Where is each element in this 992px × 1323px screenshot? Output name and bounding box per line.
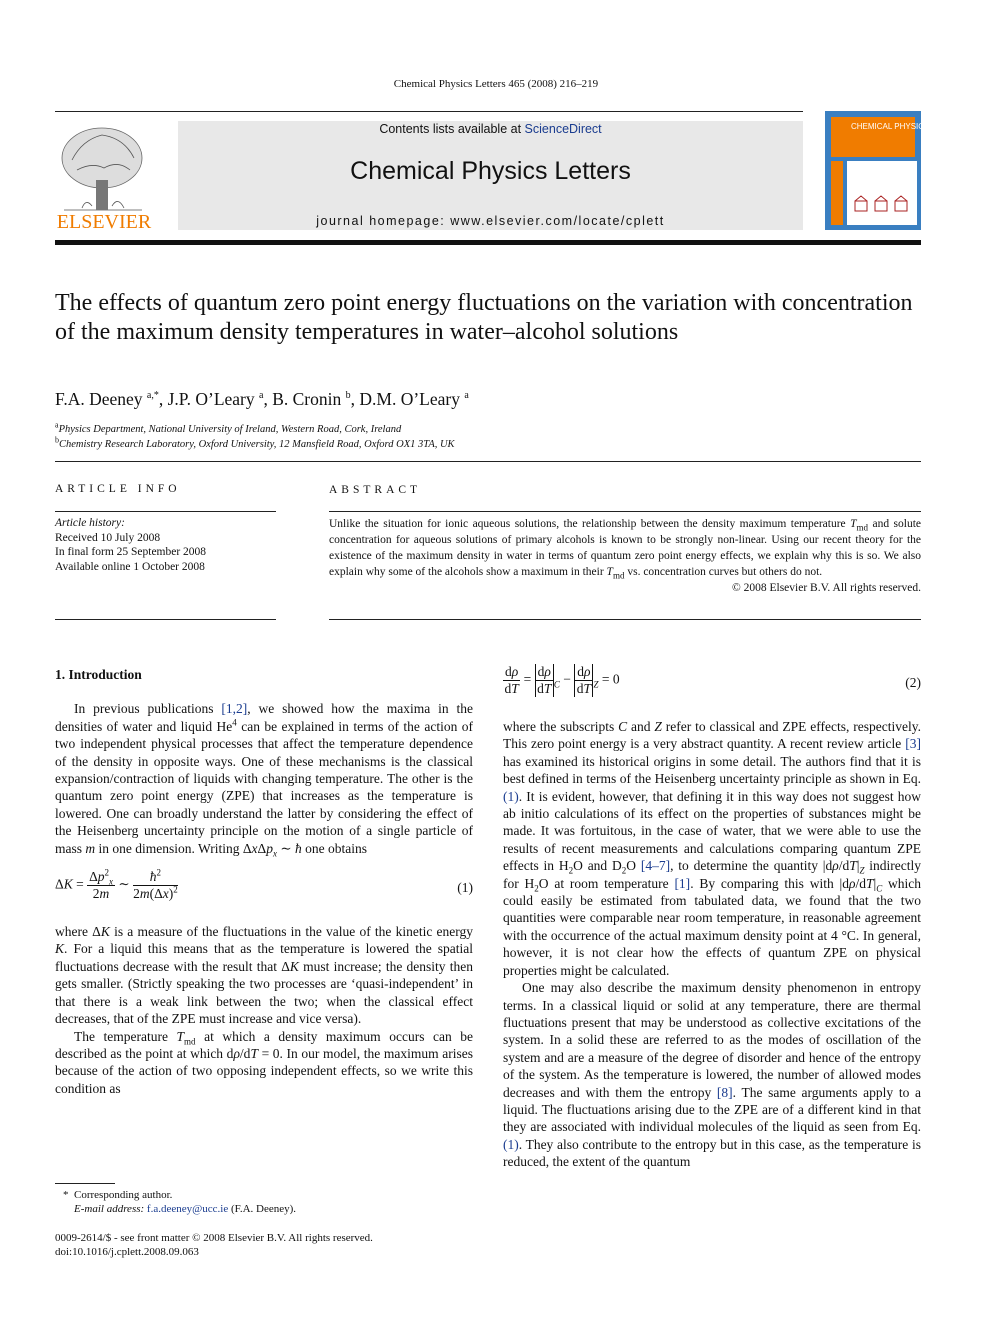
equation-number: (2) (905, 675, 921, 690)
section-heading: 1. Introduction (55, 667, 142, 682)
equation-link[interactable]: (1) (503, 1136, 519, 1152)
equation-2: $\frac{d\rho}{dT}$ = $\frac{d\rho}{dT}$ $_C$ − $\frac{d\rho}{dT}$ $_Z$ = 0 (2) (504, 664, 921, 696)
body-right-column (503, 660, 921, 1171)
body-paragraph: where ΔK is a measure of the fluctuations in the value of the kinetic energy K. For a liquid this means that as the temperature is lowered the spatial fluctuations decrease with the result that ΔK must increase; the density then gets smaller. (Strictly speaking the two processes are ‘quasi-independent’ in that there is a weak link between the two; when the classical effect decreases, that of the ZPE must increase and vice versa). (55, 924, 473, 1027)
abstract-text: Unlike the situation for ionic aqueous solutions, the relationship between the density maximum temperature $T_{md}$ and solute concentration for aqueous solutions of primary alcohols is known to be strongly non-linear. Using our recent theory for the existence of the maximum density in water in terms of quantum zero point energy effects, we explain why this is so. We also explain why some of the alcohols show a maximum in their $T_{md}$ vs. concentration curves but others do not. (329, 518, 921, 581)
abstract-rule (329, 511, 921, 512)
body-paragraph: The temperature $T_{md}$ at which a density maximum occurs can be described as the point at which dρ/dT = 0. In our model, the maximum arises because of the action of two opposing independent effects, so we write this condition as (55, 1028, 473, 1096)
section-rule (55, 461, 921, 462)
corresponding-author-text: Corresponding author. (74, 1189, 173, 1201)
history-label: Article history: (55, 517, 125, 529)
header-rule (55, 111, 803, 112)
article-history (55, 516, 276, 574)
abstract-body (329, 516, 921, 596)
contents-prefix: Contents lists available at (379, 122, 522, 136)
body-paragraph: In previous publications [1,2], we showed how the maxima in the densities of water and liquid He$^4$ can be explained in terms of the action of two independent physical processes that affect the temperature dependence of the density in opposite ways. One of these mechanisms is the classical expansion/contraction of liquids with changing temperature. The other is the quantum zero point energy (ZPE) that increases as the temperature is lowered. One can broadly understand the latter by considering the effect of the Heisenberg uncertainty principle on the motion of a single particle of mass m in one dimension. Writing ΔxΔp$_x$ ∼ ħ one obtains (55, 701, 473, 859)
affiliation-key: a (55, 420, 59, 430)
email-link[interactable]: f.a.deeney@ucc.ie (146, 1203, 229, 1215)
author-name[interactable]: D.M. O’Leary (359, 389, 460, 409)
elsevier-wordmark: ELSEVIER (56, 211, 152, 233)
equation-1: ΔK = $\frac{\Delta p^2_x}{2m}$ ∼ $\frac{ħ^2}{2m(\Delta x)^2}$ (1) (55, 867, 473, 902)
affiliation-text: Chemistry Research Laboratory, Oxford University, 12 Mansfield Road, Oxford OX1 3TA, UK (59, 439, 455, 450)
copyright-notice: © 2008 Elsevier B.V. All rights reserved. (732, 582, 921, 594)
journal-homepage[interactable]: journal homepage: www.elsevier.com/locate/cplett (316, 214, 665, 228)
affiliation-item (55, 422, 915, 437)
revised-date: In final form 25 September 2008 (55, 546, 207, 558)
article-info-label: ARTICLE INFO (55, 483, 181, 495)
email-note (55, 1202, 475, 1216)
journal-cover[interactable] (825, 111, 968, 230)
elsevier-logo[interactable] (52, 120, 156, 232)
corresponding-author-note: * Corresponding author. (63, 1189, 173, 1201)
online-date: Available online 1 October 2008 (55, 560, 205, 573)
affiliation-text: Physics Department, National University of Ireland, Western Road, Cork, Ireland (58, 424, 402, 435)
citation-link[interactable]: [8] (716, 1084, 733, 1100)
footnotes (55, 1188, 475, 1216)
citation-link[interactable]: [1,2] (221, 701, 248, 717)
elsevier-tree-icon (52, 120, 156, 232)
author-name[interactable]: F.A. Deeney (55, 389, 143, 409)
doi-line[interactable]: doi:10.1016/j.cplett.2008.09.063 (55, 1246, 199, 1258)
running-head: Chemical Physics Letters 465 (2008) 216–219 (393, 78, 599, 90)
footnote-rule (55, 1183, 115, 1184)
citation-link[interactable]: [4–7] (640, 858, 671, 874)
sciencedirect-link[interactable]: ScienceDirect (524, 122, 602, 136)
abstract-rule (329, 619, 921, 620)
article-title: The effects of quantum zero point energy fluctuations on the variation with concentration of the maximum density temperatures in water–alcohol solutions (55, 290, 913, 345)
body-paragraph: One may also describe the maximum density phenomenon in entropy terms. In a classical liquid or solid at any temperature, there are thermal fluctuations present that may be understood as collective excitations of the system. In a solid these are referred to as the modes of oscillation of the system and are a measure of the degree of disorder and hence of the entropy of the system. As the temperature is lowered, the number of allowed modes decreases and with them the entropy [8]. The same arguments apply to a liquid. The fluctuations arising due to the ZPE are of a different kind in that they are associated with individual molecules of the liquid as seen from Eq. (1). They also contribute to the entropy but in this case, as the temperature is reduced, the extent of the quantum (503, 980, 921, 1170)
body-paragraph: where the subscripts C and Z refer to classical and ZPE effects, respectively. This zero point energy is a very abstract quantity. A recent review article [3] has examined its historical origins in some detail. The authors find that it is best defined in terms of the Heisenberg uncertainty principle as shown in Eq. (1). It is evident, however, that defining it in this way does not suggest how ab initio calculations of its effect on the properties of substances might be made. It was fortuitous, in the case of water, that we were able to use the results of recent measurements and calculations comparing quantum ZPE effects in $H_2O$ and $D_2O$ [4–7], to determine the quantity $|d\rho/dT|_Z$ indirectly for $H_2O$ at room temperature [1]. By comparing this with $|d\rho/dT|_C$ which could easily be estimated from tabulated data, we found that the two quantities were comparable near room temperature, in reasonable agreement with the occurrence of the actual maximum density point at 4 °C. In general, however, it is not clear how the effects of quantum ZPE on physical properties might be calculated. (503, 719, 922, 978)
author-affiliation-marker: a (259, 390, 264, 402)
article-info-rule (55, 511, 276, 512)
header-thick-rule (55, 240, 921, 245)
bottom-info (55, 1231, 555, 1259)
email-suffix: (F.A. Deeney). (230, 1203, 297, 1215)
email-label: E-mail address: (74, 1203, 145, 1215)
affiliations (55, 422, 915, 452)
issn-line: 0009-2614/$ - see front matter © 2008 Elsevier B.V. All rights reserved. (55, 1232, 373, 1244)
cover-title: CHEMICAL PHYSICS LETTERS (851, 122, 968, 131)
abstract-label: ABSTRACT (329, 484, 422, 496)
author-name[interactable]: J.P. O’Leary (167, 389, 255, 409)
citation-link[interactable]: [3] (905, 736, 921, 752)
author-name[interactable]: B. Cronin (272, 389, 342, 409)
affiliation-key: b (55, 435, 59, 445)
received-date: Received 10 July 2008 (55, 531, 161, 544)
author-affiliation-marker: a,* (146, 390, 159, 402)
body-left-column (55, 666, 473, 1097)
equation-link[interactable]: (1) (503, 788, 519, 804)
journal-name: Chemical Physics Letters (350, 157, 631, 185)
author-affiliation-marker: b (345, 390, 351, 402)
affiliation-item (55, 437, 915, 452)
equation-number: (1) (457, 880, 473, 896)
journal-banner (178, 121, 803, 230)
author-list: F.A. Deeney $^{a,*}$, J.P. O’Leary $^a$, B. Cronin $^b$, D.M. O’Leary $^a$ (55, 389, 469, 409)
journal-cover-image (825, 111, 968, 230)
citation-link[interactable]: [1] (674, 875, 691, 891)
author-affiliation-marker: a (464, 390, 469, 402)
contents-line (178, 122, 803, 136)
article-info-rule (55, 619, 276, 620)
